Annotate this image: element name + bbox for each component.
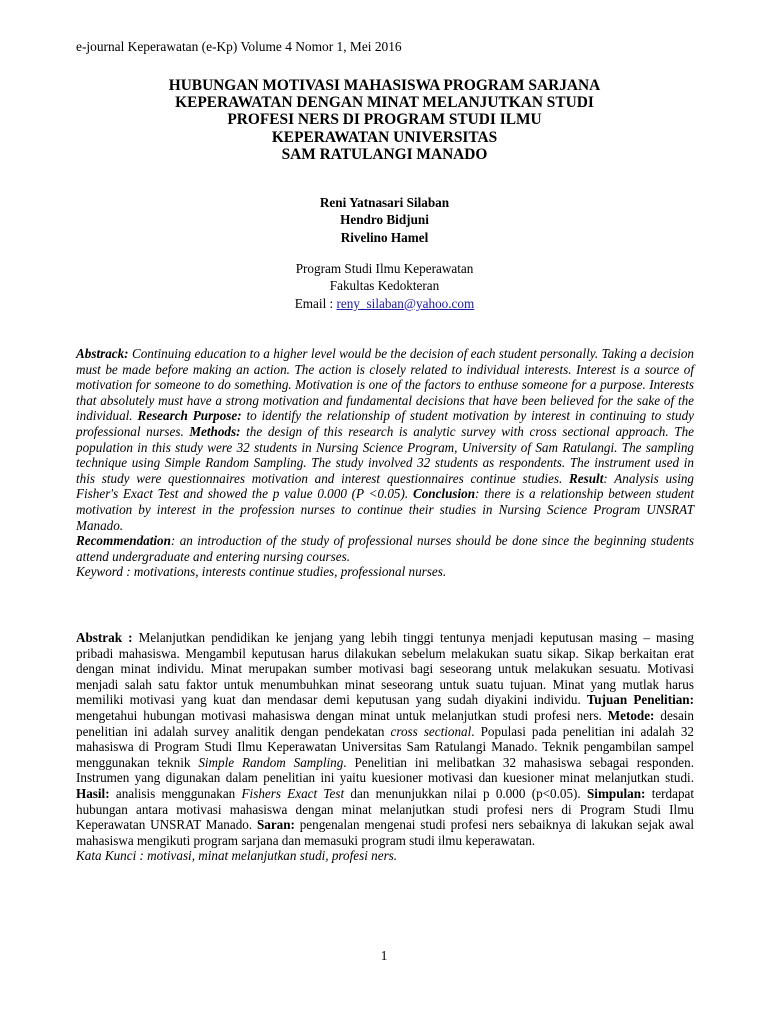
title-line: PROFESI NERS DI PROGRAM STUDI ILMU	[227, 111, 542, 129]
abstract-text: : there is a relationship between student motivation by interest in the profession nurses to continue their studies in Nursing Science Program UNSRAT Manado.	[76, 486, 694, 533]
abstract-term: Fishers Exact Test	[241, 785, 345, 801]
abstract-text: pengenalan mengenai studi profesi ners sebaiknya di lakukan sejak awal mahasiswa mengikuti program sarjana dan memasuki program studi ilmu keperawatan.	[76, 817, 694, 848]
section-label: Research Purpose:	[132, 408, 242, 424]
page-number: 1	[380, 948, 388, 963]
section-label: Saran:	[252, 817, 295, 833]
abstract-label: Abstrak :	[76, 630, 133, 645]
section-label: Tujuan Penelitian:	[580, 692, 694, 708]
abstract-text: : an introduction of the study of professional nurses should be done since the beginning students attend undergraduate and entering nursing courses.	[76, 533, 694, 564]
abstract-text: mengetahui hubungan motivasi mahasiswa dengan minat untuk melanjutkan studi profesi ners.	[76, 707, 602, 723]
abstract-indonesian	[76, 630, 694, 864]
title-line: KEPERAWATAN UNIVERSITAS	[271, 128, 498, 146]
abstract-text: to identify the relationship of student motivation by interest in continuing to study professional nurses.	[76, 408, 694, 439]
author-name: Rivelino Hamel	[340, 229, 429, 245]
abstract-text: : Analysis using Fisher's Exact Test and showed the p value 0.000 (P <0.05).	[76, 470, 695, 502]
affiliation-program: Program Studi Ilmu Keperawatan	[295, 261, 474, 276]
section-label: Recommendation	[76, 533, 171, 549]
abstract-text: . Penelitian ini melibatkan 32 mahasiswa sebagai responden. Instrumen yang digunakan dalam penelitian ini yaitu kuesioner motivasi dan kuesioner minat melanjutkan studi.	[76, 754, 694, 786]
section-label: Simpulan:	[580, 785, 646, 801]
abstract-english	[76, 346, 694, 580]
abstract-term: cross sectional	[390, 723, 472, 739]
abstract-text: Melanjutkan pendidikan ke jenjang yang lebih tinggi tentunya menjadi keputusan masing – masing pribadi mahasiswa. Mengambil keputusan harus dilakukan sebelum melakukan suatu sikap. Sikap berkaitan erat dengan minat individu. Minat merupakan sumber motivasi bagi seseorang untuk melakukan sesuatu. Motivasi menjadi salah satu faktor untuk menumbuhkan minat seseorang untuk suatu tujuan. Minat yang mutlak harus memiliki motivasi yang kuat dan mendasar demi keputusan yang sudah diyakini individu.	[76, 630, 694, 708]
email-line	[76, 295, 693, 312]
abstract-text: dan menunjukkan nilai p 0.000 (p<0.05).	[344, 785, 581, 801]
title-line: HUBUNGAN MOTIVASI MAHASISWA PROGRAM SARJANA	[168, 77, 601, 94]
keywords-english: Keyword : motivations, interests continue studies, professional nurses.	[76, 564, 447, 580]
abstract-label: Abstrack:	[76, 346, 129, 361]
abstract-text: desain penelitian ini adalah survey analitik dengan pendekatan	[76, 707, 694, 739]
affiliation	[76, 260, 693, 312]
abstract-text: the design of this research is analytic survey with cross sectional approach. The population in this study were 32 students in Nursing Science Program, University of Sam Ratulangi. The sampling technique using Simple Random Sampling. The study involved 32 students as respondents. The instrument used in this study were questionnaires motivation and interest questionnaires continue studies.	[76, 423, 694, 486]
title-line: KEPERAWATAN DENGAN MINAT MELANJUTKAN STUDI	[175, 94, 594, 112]
section-label: Methods:	[183, 423, 241, 439]
section-label: Conclusion	[408, 486, 476, 502]
section-label: Hasil:	[76, 785, 110, 801]
abstract-text: analisis menggunakan	[109, 785, 242, 801]
abstract-text: Continuing education to a higher level would be the decision of each student personally. Taking a decision must be made before making an action. The action is closely related to individual interests. Interest is a source of motivation for someone to do something. Motivation is one of the factors to enthuse someone for a purpose. Interests that absolutely must have a strong motivation and fundamental decisions that have been believed for the sake of the individual.	[76, 346, 694, 424]
title-line: SAM RATULANGI MANADO	[281, 145, 488, 163]
author-name: Reni Yatnasari Silaban	[319, 195, 450, 210]
author-name: Hendro Bidjuni	[340, 212, 429, 228]
email-label: Email :	[294, 295, 337, 311]
abstract-term: Simple Random Sampling	[198, 754, 344, 770]
keywords-indonesian: Kata Kunci : motivasi, minat melanjutkan studi, profesi ners.	[76, 848, 398, 864]
abstract-text: . Populasi pada penelitian ini adalah 32 mahasiswa di Program Studi Ilmu Keperawatan Universitas Sam Ratulangi Manado. Teknik pengambilan sampel menggunakan teknik	[76, 723, 695, 770]
abstract-text: terdapat hubungan antara motivasi mahasiswa dengan minat melanjutkan studi profesi ners di Program Studi Ilmu Keperawatan UNSRAT Manado.	[76, 785, 695, 833]
journal-header: e-journal Keperawatan (e-Kp) Volume 4 Nomor 1, Mei 2016	[76, 39, 402, 54]
affiliation-faculty: Fakultas Kedokteran	[329, 278, 440, 294]
author-list	[76, 194, 693, 246]
paper-title	[76, 77, 693, 163]
section-label: Metode:	[601, 707, 655, 723]
section-label: Result	[562, 470, 604, 486]
email-link[interactable]: reny_silaban@yahoo.com	[336, 295, 475, 311]
